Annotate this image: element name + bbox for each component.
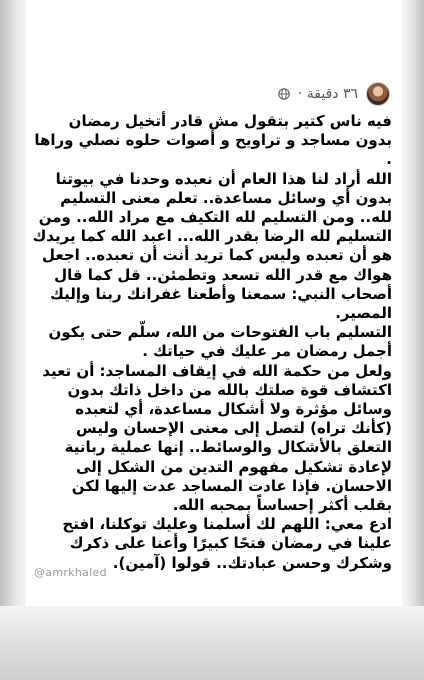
post-time[interactable]: ٣٦ دقيقة · [297, 86, 358, 102]
post-paragraph: التسليم باب الفتوحات من الله، سلّم حتى يكون أجمل رمضان مر عليك في حياتك . [48, 323, 392, 361]
post-card [26, 0, 402, 606]
post-paragraph: فيه ناس كتير بتقول مش قادر أتخيل رمضان بدون مساجد و تراويح و أصوات حلوه نصلي وراها . [34, 112, 392, 169]
globe-icon [278, 88, 290, 100]
post-header [278, 82, 390, 106]
left-frame-border [0, 0, 26, 680]
bottom-frame-border [0, 606, 424, 680]
right-frame-border [402, 0, 424, 680]
post-paragraph: الله أراد لنا هذا العام أن نعبده وحدنا في بيوتنا بدون أي وسائل مساعدة.. تعلم معنى التسليم لله.. ومن التسليم لله التكيف مع مراد الله.. ومن التسليم لله الرضا بقدر الله... اعبد الله كما يريدك هو أن تعبده وليس كما تريد أنت أن تعبده.. اجعل هواك مع قدر الله تسعد وتطمئن.. قل كما قال أصحاب النبي: سمعنا وأطعنا غفرانك ربنا وإليك المصير. [32, 169, 392, 323]
post-body [32, 112, 392, 573]
watermark-handle: @amrkhaled [34, 566, 107, 579]
post-paragraph: ولعل من حكمة الله في إيقاف المساجد: أن تعيد اكتشاف قوة صلتك بالله من داخل ذاتك بدون وسائل مؤثرة ولا أشكال مساعدة، أي لتعبده (كأنك تراه) لتصل إلى معنى الإحسان وليس التعلق بالأشكال والوسائط.. إنها عملية ربانية لإعادة تشكيل مفهوم التدين من الشكل إلى الاحسان. فإذا عادت المساجد عدت إليها لكن بقلب أكثر إحساساً بمحبه الله. [42, 361, 392, 515]
post-paragraph: ادع معي: اللهم لك أسلمنا وعليك توكلنا، افتح علينا في رمضان فتحًا كبيرًا وأعنا على ذكرك وشكرك وحسن عبادتك.. قولوا (آمين). [62, 515, 392, 572]
profile-avatar[interactable] [366, 82, 390, 106]
